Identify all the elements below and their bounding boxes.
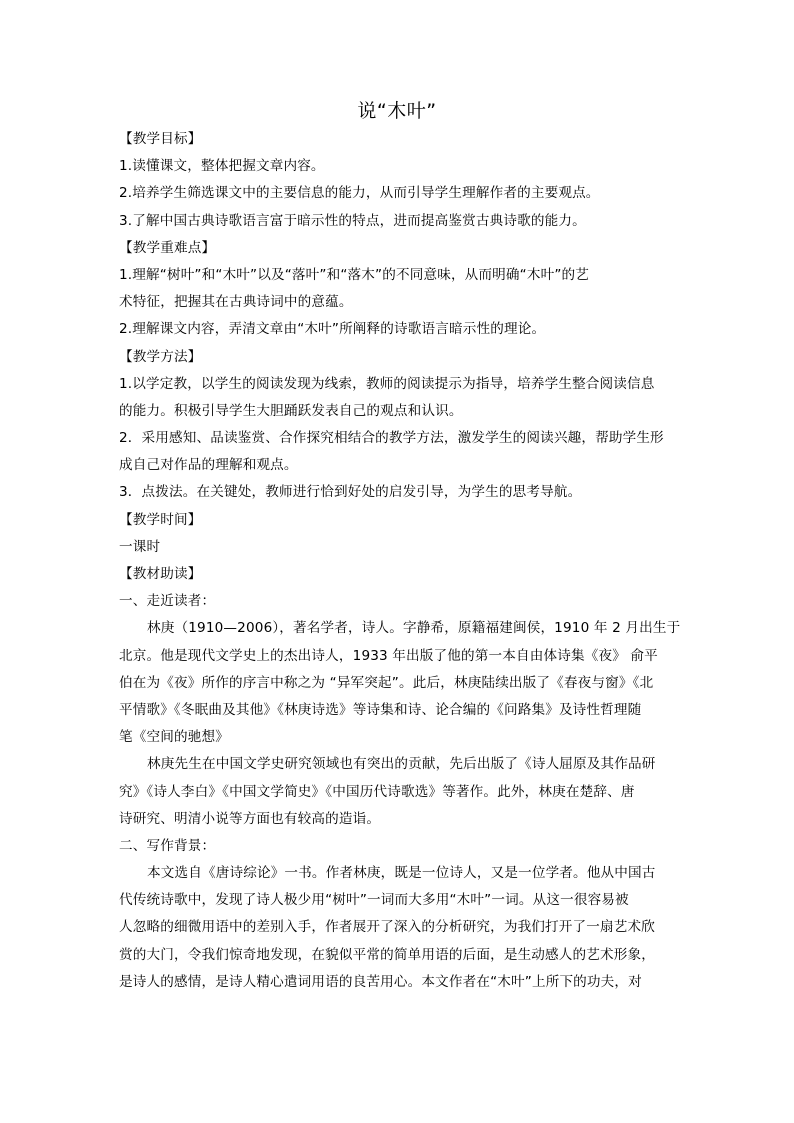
text-line: 北京。他是现代文学史上的杰出诗人，1933 年出版了他的第一本自由体诗集《夜》 俞平 (119, 647, 658, 664)
text-line: 代传统诗歌中，发现了诗人极少用“树叶”一词而大多用“木叶”一词。从这一很容易被 (119, 892, 629, 909)
text-line: 1.读懂课文，整体把握文章内容。 (119, 158, 325, 175)
text-line: 究》《诗人李白》《中国文学简史》《中国历代诗歌选》等著作。此外，林庚在楚辞、唐 (119, 783, 635, 800)
text-line: 一课时 (119, 538, 161, 555)
text-line: 【教学时间】 (119, 511, 202, 528)
text-line: 3．点拨法。在关键处，教师进行恰到好处的启发引导，为学生的思考导航。 (119, 484, 582, 501)
text-line: 3.了解中国古典诗歌语言富于暗示性的特点，进而提高鉴赏古典诗歌的能力。 (119, 212, 586, 229)
text-line: 2.理解课文内容，弄清文章由“木叶”所阐释的诗歌语言暗示性的理论。 (119, 321, 546, 338)
text-line: 人忽略的细微用语中的差别入手，作者展开了深入的分析研究，为我们打开了一扇艺术欣 (119, 919, 656, 936)
text-line: 二、写作背景： (119, 837, 216, 854)
text-line: 1.理解“树叶”和“木叶”以及“落叶”和“落木”的不同意味，从而明确“木叶”的艺 (119, 266, 590, 283)
text-line: 2．采用感知、品读鉴赏、合作探究相结合的教学方法，激发学生的阅读兴趣，帮助学生形 (119, 430, 664, 447)
document-page (119, 96, 681, 996)
text-line: 是诗人的感情，是诗人精心遣词用语的良苦用心。本文作者在“木叶”上所下的功夫，对 (119, 973, 642, 990)
text-line: 【教材助读】 (119, 566, 202, 582)
text-line: 林庚（1910—2006），著名学者，诗人。字静希，原籍福建闽侯，1910 年 2 月出生于 (147, 620, 681, 637)
text-line: 【教学重难点】 (119, 239, 216, 256)
text-line: 成自己对作品的理解和观点。 (119, 457, 298, 474)
text-line: 【教学方法】 (119, 348, 202, 365)
text-line: 林庚先生在中国文学史研究领域也有突出的贡献，先后出版了《诗人屈原及其作品研 (147, 756, 656, 773)
text-line: 诗研究、明清小说等方面也有较高的造诣。 (119, 810, 381, 827)
text-line: 本文选自《唐诗综论》一书。作者林庚，既是一位诗人，又是一位学者。他从中国古 (147, 865, 656, 882)
document-body (119, 126, 681, 996)
text-line: 【教学目标】 (119, 131, 202, 147)
text-line: 术特征，把握其在古典诗词中的意蕴。 (119, 294, 353, 311)
text-line: 平情歌》《冬眠曲及其他》《林庚诗选》等诗集和诗、论合编的《问路集》及诗性哲理随 (119, 701, 642, 718)
text-line: 笔《空间的驰想》 (119, 729, 229, 746)
text-line: 的能力。积极引导学生大胆踊跃发表自己的观点和认识。 (119, 402, 463, 419)
text-line: 2.培养学生筛选课文中的主要信息的能力，从而引导学生理解作者的主要观点。 (119, 185, 600, 202)
document-title: 说“木叶” (357, 100, 437, 122)
text-line: 一、走近读者： (119, 593, 216, 610)
text-line: 1.以学定教，以学生的阅读发现为线索，教师的阅读提示为指导，培养学生整合阅读信息 (119, 375, 655, 392)
text-line: 赏的大门，令我们惊奇地发现，在貌似平常的简单用语的后面，是生动感人的艺术形象， (119, 946, 656, 963)
text-line: 伯在为《夜》所作的序言中称之为 “异军突起”。此后，林庚陆续出版了《春夜与窗》《北 (119, 674, 654, 691)
